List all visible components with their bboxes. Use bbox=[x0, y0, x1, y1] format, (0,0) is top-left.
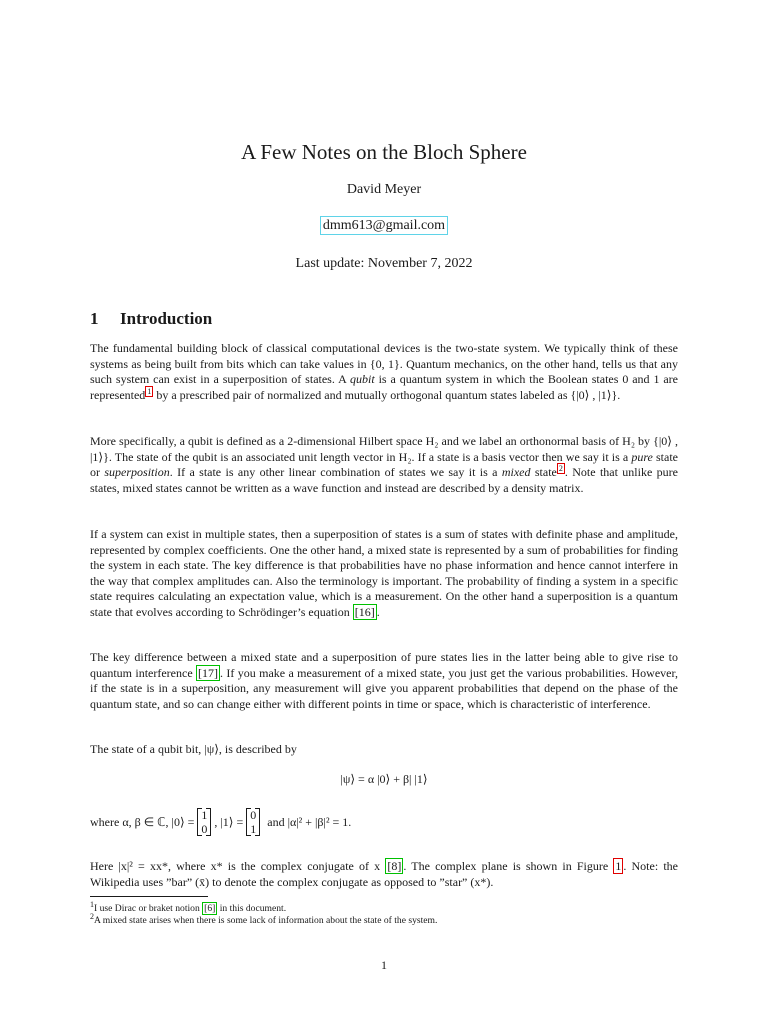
paragraph-1 bbox=[90, 341, 678, 403]
eq2-text-b: , |1⟩ = bbox=[214, 814, 244, 829]
p2-text-d: state bbox=[530, 465, 557, 480]
p3-text-b: . bbox=[376, 604, 380, 619]
column-vector-0 bbox=[197, 808, 211, 836]
citation-link[interactable]: [17] bbox=[198, 665, 219, 680]
eq2-text-a: where α, β ∈ ℂ, |0⟩ = bbox=[90, 814, 195, 829]
matrix-entry: 1 bbox=[201, 808, 208, 822]
p4-text-a: The key difference between a mixed state and a superposition of pure states lies in the latter being able to give rise to quantum interference bbox=[90, 650, 678, 680]
p2-text-b: state or bbox=[90, 449, 678, 480]
citation-link[interactable]: [8] bbox=[387, 859, 402, 873]
matrix-entry: 0 bbox=[250, 808, 257, 822]
paragraph-3 bbox=[90, 527, 678, 621]
figure-ref-link[interactable]: 1 bbox=[615, 859, 622, 873]
p3-text-a: If a system can exist in multiple states, then a superposition of states is a sum of states with definite phase and amplitude, represented by complex coefficients. One the other hand, a mixed state is represented by a sum of probabilities for finding the system in each state. The key difference is that probabilities have no phase information and hence cannot interfere in the way that complex amplitudes can. Also the terminology is important. The probability of finding a system in a specific state requires calculating an expectation value, which is a measurement. On the other hand a superposition is a quantum state that evolves according to Schrödinger’s equation bbox=[90, 527, 678, 619]
footnote-mark: 1 bbox=[90, 900, 94, 909]
footnote-mark: 2 bbox=[90, 912, 94, 921]
p6-text-a: Here |x|² = xx*, where x* is the complex conjugate of x bbox=[90, 859, 386, 873]
email-link[interactable]: dmm613@gmail.com bbox=[320, 216, 448, 235]
paragraph-2 bbox=[90, 434, 678, 496]
fn1-text-a: I use Dirac or braket notion bbox=[94, 903, 203, 915]
qubit-term: qubit bbox=[350, 372, 375, 387]
p6-text-c: . Note: the Wikipedia uses ”bar” (x̄) to denote the complex conjugate as opposed to ”star” (x*). bbox=[90, 859, 678, 889]
paper-title: A Few Notes on the Bloch Sphere bbox=[241, 140, 527, 164]
paragraph-4 bbox=[90, 650, 678, 712]
email-wrap bbox=[0, 214, 768, 235]
footnote-divider bbox=[90, 896, 208, 897]
matrix-entry: 0 bbox=[201, 822, 208, 836]
p2-text-e: . Note that unlike pure states, mixed states cannot be written as a wave function and instead are described by a density matrix. bbox=[90, 465, 678, 495]
paragraph-5: The state of a qubit bit, |ψ⟩, is described by bbox=[90, 742, 297, 756]
citation-link[interactable]: [16] bbox=[354, 604, 375, 619]
section-title: Introduction bbox=[120, 309, 213, 328]
footnote-ref-2[interactable]: 2 bbox=[558, 464, 563, 474]
equation-qubit-state: |ψ⟩ = α |0⟩ + β| |1⟩ bbox=[340, 772, 428, 786]
author-name: David Meyer bbox=[346, 182, 422, 197]
eq2-text-c: and |α|² + |β|² = 1. bbox=[267, 814, 352, 829]
pure-term: pure bbox=[631, 449, 653, 464]
equation-basis-vectors bbox=[90, 808, 351, 836]
page-number: 1 bbox=[381, 958, 387, 972]
section-heading bbox=[90, 309, 212, 329]
p4-text-b: . If you make a measurement of a mixed state, you just get the various probabilities. However, if the state is in a superposition, any measurement will give you apparent probabilities that depend on the phase of the quantum state, and so can change either with different points in time or space, which is characteristic of interference. bbox=[90, 665, 679, 711]
section-number: 1 bbox=[90, 309, 99, 328]
p2-text-a: More specifically, a qubit is defined as a 2-dimensional Hilbert space H₂ and we label an orthonormal basis of H₂ by {|0⟩ , |1⟩}. The state of the qubit is an associated unit length vector in H₂. If a state is a basis vector then we say it is a bbox=[90, 434, 678, 464]
superposition-term: superposition bbox=[104, 465, 170, 480]
p2-text-c: . If a state is any other linear combination of states we say it is a bbox=[169, 465, 502, 480]
p1-text-a: The fundamental building block of classical computational devices is the two-state system. We typically think of these systems as being built from bits which can take values in {0, 1}. Quantum mechanics, on the other hand, tells us that any such system can exist in a superposition of states. A bbox=[90, 341, 678, 387]
paragraph-6 bbox=[90, 859, 678, 890]
p6-text-b: . The complex plane is shown in Figure bbox=[403, 859, 614, 873]
mixed-term: mixed bbox=[501, 465, 531, 480]
p1-text-c: by a prescribed pair of normalized and mutually orthogonal quantum states labeled as {|0⟩ , |1⟩}. bbox=[153, 387, 621, 402]
citation-link[interactable]: [6] bbox=[204, 903, 216, 915]
matrix-entry: 1 bbox=[250, 822, 257, 836]
last-update-date: Last update: November 7, 2022 bbox=[295, 256, 473, 271]
footnote-ref-1[interactable]: 1 bbox=[147, 386, 152, 396]
p1-text-b: is a quantum system in which the Boolean states 0 and 1 are represented bbox=[90, 372, 679, 402]
column-vector-1 bbox=[246, 808, 260, 836]
footnote-2 bbox=[90, 912, 437, 926]
fn2-text: A mixed state arises when there is some lack of information about the state of the system. bbox=[94, 915, 438, 927]
fn1-text-b: in this document. bbox=[217, 903, 287, 915]
